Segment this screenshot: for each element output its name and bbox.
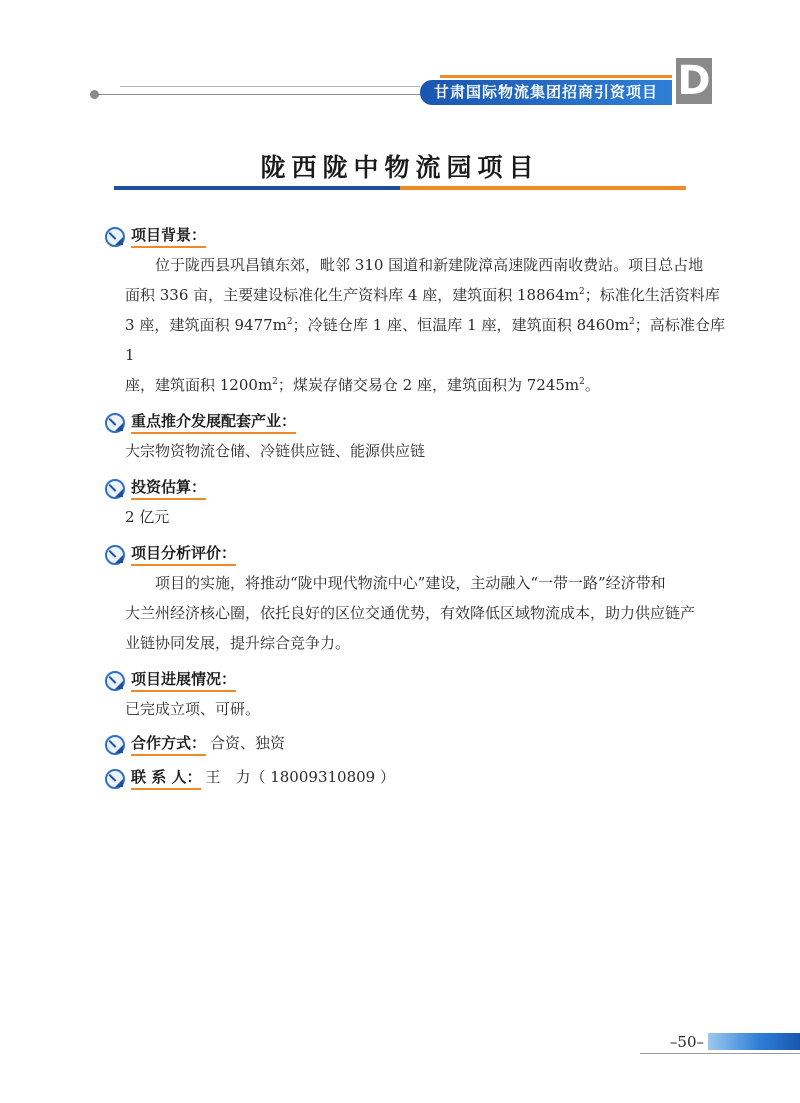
section-label: 重点推介发展配套产业： [131, 411, 296, 434]
text-line: 面积 336 亩，主要建设标准化生产资料库 4 座，建筑面积 $18864m^2$；标准化生活资料库 [125, 286, 720, 304]
text-line: 座，建筑面积 $1200m^2$；煤炭存储交易仓 2 座，建筑面积为 $7245m^2$。 [125, 376, 600, 394]
arrow-icon [105, 671, 125, 691]
footer-bar [708, 1033, 800, 1050]
text-line: 位于陇西县巩昌镇东郊，毗邻 310 国道和新建陇漳高速陇西南收费站。项目总占地 [155, 256, 704, 274]
superscript: 2 [579, 377, 585, 387]
contact-value: 王 力（ 18009310809 ） [205, 768, 395, 786]
arrow-icon [105, 769, 125, 789]
header-rule-upper [120, 86, 420, 87]
superscript: 2 [578, 287, 585, 297]
title-underline-orange [400, 186, 686, 190]
text-line: 业链协同发展，提升综合竞争力。 [125, 634, 351, 652]
arrow-icon [105, 479, 125, 499]
superscript: 2 [629, 317, 635, 327]
section-label: 项目分析评价： [131, 543, 236, 566]
superscript: 2 [286, 317, 293, 327]
header-orange-stripe [440, 75, 672, 78]
chapter-letter: D [677, 58, 711, 104]
arrow-icon [105, 227, 125, 247]
section-heading-progress [105, 666, 725, 692]
section-progress-text: 已完成立项、可研。 [125, 700, 261, 718]
title-underline-blue [114, 186, 400, 190]
section-heading-contact [105, 764, 725, 790]
superscript: 2 [272, 377, 278, 387]
content [105, 222, 725, 790]
text-line: 项目的实施，将推动“陇中现代物流中心”建设，主动融入“一带一路”经济带和 [155, 574, 666, 592]
header-dot [90, 90, 99, 99]
cooperation-value: 合资、独资 [210, 734, 286, 752]
arrow-icon [105, 545, 125, 565]
section-analysis-text [125, 568, 725, 658]
section-background-text [125, 250, 725, 400]
arrow-icon [105, 413, 125, 433]
section-label: 项目进展情况： [131, 669, 236, 692]
section-heading-investment [105, 474, 725, 500]
section-label: 项目背景： [131, 225, 206, 248]
section-label: 合作方式： [131, 733, 206, 756]
text-line: 3 座，建筑面积 $9477m^2$；冷链仓库 1 座、恒温库 1 座，建筑面积 $8460m^2$；高标准仓库 1 [125, 316, 726, 364]
section-heading-cooperation [105, 730, 725, 756]
section-heading-analysis [105, 540, 725, 566]
footer-rule [640, 1053, 800, 1054]
section-label: 投资估算： [131, 477, 206, 500]
arrow-icon [105, 735, 125, 755]
text-line: 大兰州经济核心圈，依托良好的区位交通优势，有效降低区域物流成本，助力供应链产 [125, 604, 696, 622]
section-investment-text: 2 亿元 [125, 508, 170, 526]
page-number: –50– [669, 1033, 704, 1051]
section-label: 联 系 人： [131, 767, 201, 790]
header-band: 甘肃国际物流集团招商引资项目 [420, 80, 672, 105]
page-title: 陇西陇中物流园项目 [260, 153, 540, 182]
section-heading-industry [105, 408, 725, 434]
section-industry-text: 大宗物资物流仓储、冷链供应链、能源供应链 [125, 442, 426, 460]
section-heading-background [105, 222, 725, 248]
